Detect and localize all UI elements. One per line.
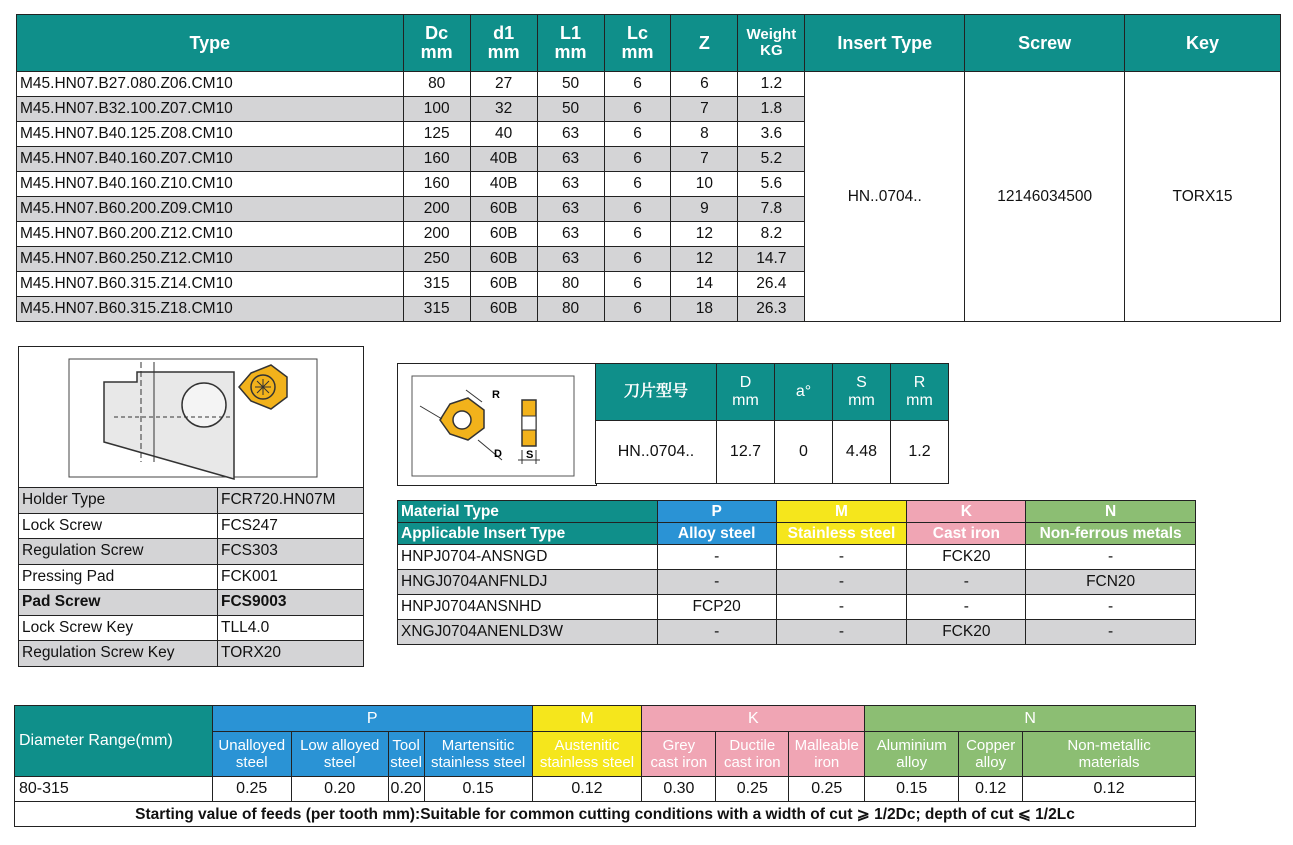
key-cell: TORX15: [1125, 72, 1281, 322]
spec-cell: 80: [537, 272, 604, 297]
insert-value-model: HN..0704..: [596, 421, 717, 484]
material-name-m: Stainless steel: [776, 523, 907, 545]
list-item: [19, 615, 364, 641]
insert-grade-name: XNGJ0704ANENLD3W: [398, 620, 658, 645]
spec-cell: 160: [403, 172, 470, 197]
type-cell: M45.HN07.B27.080.Z06.CM10: [17, 72, 404, 97]
insert-spec-header-row: [596, 364, 949, 421]
material-name-p: Alloy steel: [657, 523, 776, 545]
insert-header-s: S mm: [833, 364, 891, 421]
table-row: [398, 620, 1196, 645]
spec-cell: 8: [671, 122, 738, 147]
insert-header-angle: a°: [775, 364, 833, 421]
spec-cell: 5.6: [738, 172, 805, 197]
holder-part-code: FCK001: [218, 564, 364, 590]
holder-part-code: FCS303: [218, 539, 364, 565]
material-type-label: Material Type: [398, 501, 658, 523]
spec-cell: 10: [671, 172, 738, 197]
feed-range: 80-315: [15, 777, 213, 802]
spec-cell: 6: [604, 172, 671, 197]
insert-header-r: R mm: [891, 364, 949, 421]
cutter-spec-table: [16, 14, 1281, 322]
feed-subgroup-label: Aluminium alloy: [865, 732, 959, 777]
feed-value: 0.12: [532, 777, 642, 802]
thickness-label: S: [526, 449, 534, 461]
type-cell: M45.HN07.B60.200.Z12.CM10: [17, 222, 404, 247]
feed-group-p: P: [212, 706, 532, 732]
holder-part-name: Pad Screw: [19, 590, 218, 616]
list-item: [19, 641, 364, 667]
grade-cell: -: [776, 620, 907, 645]
insert-grade-name: HNPJ0704ANSNHD: [398, 595, 658, 620]
grade-cell: FCK20: [907, 620, 1026, 645]
material-code-n: N: [1026, 501, 1196, 523]
material-code-k: K: [907, 501, 1026, 523]
feed-value: 0.20: [291, 777, 388, 802]
spec-cell: 60B: [470, 197, 537, 222]
spec-cell: 40B: [470, 172, 537, 197]
type-cell: M45.HN07.B40.125.Z08.CM10: [17, 122, 404, 147]
diameter-label: D: [494, 448, 502, 460]
spec-cell: 63: [537, 247, 604, 272]
table-row: [398, 545, 1196, 570]
holder-drawing-icon: [19, 347, 363, 488]
feed-value: 0.25: [212, 777, 291, 802]
cutter-spec-header-row: [17, 15, 1281, 72]
spec-cell: 63: [537, 122, 604, 147]
spec-cell: 40: [470, 122, 537, 147]
spec-cell: 7: [671, 97, 738, 122]
radius-label: R: [492, 389, 500, 401]
insert-value-r: 1.2: [891, 421, 949, 484]
col-header-d1: d1 mm: [470, 15, 537, 72]
material-grade-body: [398, 545, 1196, 645]
feed-note-row: [15, 802, 1196, 827]
holder-part-code: TORX20: [218, 641, 364, 667]
spec-cell: 6: [604, 222, 671, 247]
grade-cell: -: [657, 620, 776, 645]
feed-note: Starting value of feeds (per tooth mm):Suitable for common cutting conditions with a width of cut ⩾ 1/2Dc; depth of cut ⩽ 1/2Lc: [15, 802, 1196, 827]
grade-cell: -: [776, 570, 907, 595]
holder-diagram: [18, 346, 364, 488]
feed-value: 0.15: [865, 777, 959, 802]
spec-cell: 6: [671, 72, 738, 97]
holder-part-name: Lock Screw: [19, 513, 218, 539]
grade-cell: -: [907, 570, 1026, 595]
feed-subgroup-label: Martensitic stainless steel: [424, 732, 532, 777]
material-code-p: P: [657, 501, 776, 523]
feed-group-row: [15, 706, 1196, 732]
grade-cell: FCP20: [657, 595, 776, 620]
holder-part-name: Regulation Screw: [19, 539, 218, 565]
spec-cell: 125: [403, 122, 470, 147]
grade-cell: -: [776, 595, 907, 620]
holder-parts-body: [19, 488, 364, 667]
spec-cell: 60B: [470, 247, 537, 272]
holder-part-code: FCR720.HN07M: [218, 488, 364, 514]
insert-grade-name: HNGJ0704ANFNLDJ: [398, 570, 658, 595]
spec-cell: 200: [403, 197, 470, 222]
applicable-insert-label: Applicable Insert Type: [398, 523, 658, 545]
grade-cell: -: [776, 545, 907, 570]
feed-subgroup-label: Low alloyed steel: [291, 732, 388, 777]
spec-cell: 14: [671, 272, 738, 297]
spec-cell: 26.4: [738, 272, 805, 297]
col-header-weight: Weight KG: [738, 15, 805, 72]
feed-value: 0.12: [1023, 777, 1196, 802]
type-cell: M45.HN07.B60.315.Z18.CM10: [17, 297, 404, 322]
insert-header-d: D mm: [717, 364, 775, 421]
insert-value-s: 4.48: [833, 421, 891, 484]
grade-cell: -: [657, 545, 776, 570]
cutter-spec-body: [17, 72, 1281, 322]
type-cell: M45.HN07.B40.160.Z07.CM10: [17, 147, 404, 172]
spec-cell: 14.7: [738, 247, 805, 272]
spec-cell: 6: [604, 272, 671, 297]
spec-cell: 50: [537, 97, 604, 122]
screw-cell: 12146034500: [965, 72, 1125, 322]
feed-group-k: K: [642, 706, 865, 732]
spec-cell: 6: [604, 147, 671, 172]
spec-cell: 6: [604, 247, 671, 272]
grade-cell: -: [1026, 595, 1196, 620]
spec-cell: 63: [537, 172, 604, 197]
grade-cell: -: [907, 595, 1026, 620]
spec-cell: 1.2: [738, 72, 805, 97]
spec-cell: 6: [604, 72, 671, 97]
feed-subgroup-label: Unalloyed steel: [212, 732, 291, 777]
insert-type-cell: HN..0704..: [805, 72, 965, 322]
list-item: [19, 590, 364, 616]
insert-spec-table: [595, 363, 949, 484]
type-cell: M45.HN07.B60.315.Z14.CM10: [17, 272, 404, 297]
feed-subgroup-label: Malleable iron: [789, 732, 865, 777]
feed-subgroup-label: Ductile cast iron: [716, 732, 789, 777]
applicable-insert-row: [398, 523, 1196, 545]
spec-cell: 6: [604, 122, 671, 147]
insert-value-d: 12.7: [717, 421, 775, 484]
col-header-z: Z: [671, 15, 738, 72]
spec-cell: 26.3: [738, 297, 805, 322]
spec-cell: 160: [403, 147, 470, 172]
col-header-dc: Dc mm: [403, 15, 470, 72]
spec-cell: 7: [671, 147, 738, 172]
spec-cell: 60B: [470, 272, 537, 297]
spec-cell: 40B: [470, 147, 537, 172]
spec-cell: 6: [604, 97, 671, 122]
spec-cell: 8.2: [738, 222, 805, 247]
feed-subgroup-label: Grey cast iron: [642, 732, 716, 777]
spec-cell: 6: [604, 197, 671, 222]
spec-cell: 18: [671, 297, 738, 322]
holder-part-name: Holder Type: [19, 488, 218, 514]
feed-group-n: N: [865, 706, 1196, 732]
spec-cell: 63: [537, 197, 604, 222]
holder-part-name: Pressing Pad: [19, 564, 218, 590]
insert-spec-value-row: [596, 421, 949, 484]
material-name-n: Non-ferrous metals: [1026, 523, 1196, 545]
holder-part-name: Lock Screw Key: [19, 615, 218, 641]
feed-group-m: M: [532, 706, 642, 732]
type-cell: M45.HN07.B60.200.Z09.CM10: [17, 197, 404, 222]
list-item: [19, 564, 364, 590]
spec-cell: 100: [403, 97, 470, 122]
holder-part-code: FCS9003: [218, 590, 364, 616]
type-cell: M45.HN07.B40.160.Z10.CM10: [17, 172, 404, 197]
table-row: [398, 595, 1196, 620]
material-name-k: Cast iron: [907, 523, 1026, 545]
col-header-insert-type: Insert Type: [805, 15, 965, 72]
spec-cell: 3.6: [738, 122, 805, 147]
col-header-key: Key: [1125, 15, 1281, 72]
feed-rate-table: [14, 705, 1196, 827]
spec-cell: 315: [403, 297, 470, 322]
feed-value: 0.30: [642, 777, 716, 802]
grade-cell: -: [657, 570, 776, 595]
material-grade-table: [397, 500, 1196, 645]
feed-values-row: [15, 777, 1196, 802]
col-header-lc: Lc mm: [604, 15, 671, 72]
insert-diagram: [397, 363, 597, 486]
insert-header-model: 刀片型号: [596, 364, 717, 421]
spec-cell: 7.8: [738, 197, 805, 222]
material-code-m: M: [776, 501, 907, 523]
spec-cell: 63: [537, 147, 604, 172]
grade-cell: -: [1026, 620, 1196, 645]
col-header-screw: Screw: [965, 15, 1125, 72]
feed-value: 0.12: [959, 777, 1023, 802]
diameter-range-label: Diameter Range(mm): [15, 706, 213, 777]
feed-value: 0.25: [789, 777, 865, 802]
list-item: [19, 488, 364, 514]
holder-part-name: Regulation Screw Key: [19, 641, 218, 667]
spec-cell: 6: [604, 297, 671, 322]
spec-cell: 80: [537, 297, 604, 322]
table-row: [398, 570, 1196, 595]
grade-cell: FCK20: [907, 545, 1026, 570]
feed-subgroup-label: Tool steel: [388, 732, 424, 777]
holder-part-code: TLL4.0: [218, 615, 364, 641]
insert-drawing-icon: [398, 364, 596, 485]
spec-cell: 60B: [470, 222, 537, 247]
feed-subgroup-label: Copper alloy: [959, 732, 1023, 777]
insert-value-angle: 0: [775, 421, 833, 484]
holder-parts-table: [18, 487, 364, 667]
spec-cell: 50: [537, 72, 604, 97]
spec-cell: 12: [671, 247, 738, 272]
col-header-l1: L1 mm: [537, 15, 604, 72]
spec-cell: 5.2: [738, 147, 805, 172]
material-type-row: [398, 501, 1196, 523]
grade-cell: FCN20: [1026, 570, 1196, 595]
holder-part-code: FCS247: [218, 513, 364, 539]
spec-cell: 60B: [470, 297, 537, 322]
feed-value: 0.20: [388, 777, 424, 802]
spec-cell: 1.8: [738, 97, 805, 122]
feed-subgroup-label: Non-metallic materials: [1023, 732, 1196, 777]
feed-value: 0.15: [424, 777, 532, 802]
col-header-type: Type: [17, 15, 404, 72]
type-cell: M45.HN07.B60.250.Z12.CM10: [17, 247, 404, 272]
spec-cell: 12: [671, 222, 738, 247]
insert-grade-name: HNPJ0704-ANSNGD: [398, 545, 658, 570]
list-item: [19, 539, 364, 565]
spec-cell: 63: [537, 222, 604, 247]
spec-cell: 27: [470, 72, 537, 97]
table-row: [17, 72, 1281, 97]
list-item: [19, 513, 364, 539]
spec-cell: 80: [403, 72, 470, 97]
spec-cell: 9: [671, 197, 738, 222]
spec-cell: 32: [470, 97, 537, 122]
grade-cell: -: [1026, 545, 1196, 570]
feed-value: 0.25: [716, 777, 789, 802]
spec-cell: 315: [403, 272, 470, 297]
spec-cell: 250: [403, 247, 470, 272]
feed-subgroup-label: Austenitic stainless steel: [532, 732, 642, 777]
type-cell: M45.HN07.B32.100.Z07.CM10: [17, 97, 404, 122]
spec-cell: 200: [403, 222, 470, 247]
